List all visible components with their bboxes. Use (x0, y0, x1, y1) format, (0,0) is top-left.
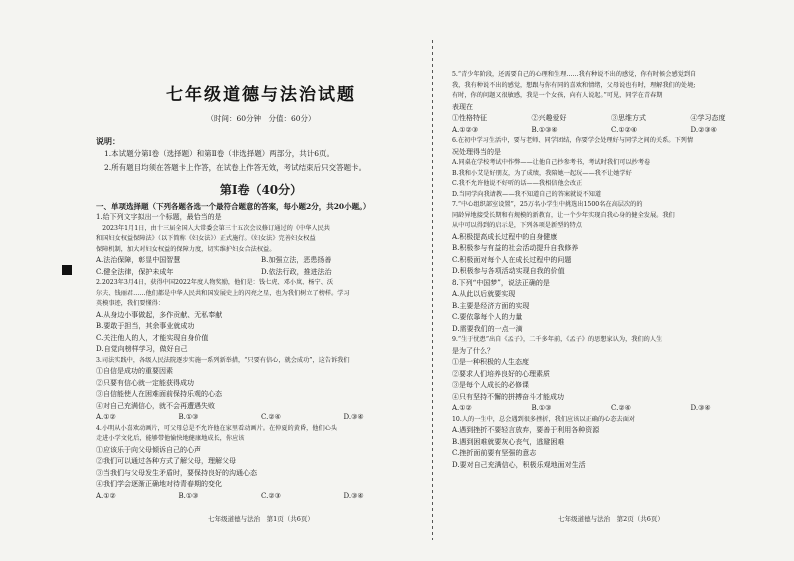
statement: ②兴趣爱好 (531, 114, 567, 122)
option-c: C.关注他人的人，才能实现自身价值 (96, 333, 209, 342)
statement: ②要求人们培养良好的心理素质 (452, 369, 550, 378)
statement: ④我们学会逐渐正确地对待青春期的变化 (96, 480, 222, 488)
question-line: 我，我有种说不出的感觉，想跟与你有同的喜欢和情绪，父母说也有时，理解我们的处境; (452, 81, 696, 89)
option-a: A.积极提高成长过程中的自身健康 (452, 232, 558, 241)
option-a: A.①② (452, 404, 472, 412)
question-line: 表现在 (452, 102, 473, 111)
option-c: C.②③ (261, 491, 281, 500)
question-line: 7.“中心组织部室设置”，25万名小学生中挑选出1500名在高层次的的 (452, 201, 643, 208)
exam-meta: （时间：60分钟 分值：60分） (206, 114, 316, 123)
option-d: D.要对自己充满信心，积极乐观地面对生活 (452, 460, 586, 469)
option-d: D.②③④ (690, 125, 717, 134)
option-d: D.自觉向榜样学习，做好自己 (96, 345, 188, 353)
statement: ①自信是成功的重要因素 (96, 367, 173, 375)
options-row (452, 113, 770, 125)
question-line: 是为了什么？ (452, 346, 494, 355)
question-line: 保障机制，加大对妇女权益的保障力度，切实维护妇女合法权益。 (96, 245, 276, 253)
question-line: 6.在初中学习生活中，要与老师、同学团结，你要学会处理好与同学之间的关系。下列情 (452, 137, 694, 144)
options-row (452, 125, 770, 137)
question-line: 走进小学文化后，能够带他愉快地健康地成长，你应该 (96, 435, 245, 442)
statement: ③是每个人成长的必修课 (452, 381, 529, 389)
question-8 (452, 278, 770, 336)
option-a: A.①② (96, 413, 116, 421)
option-d: D.③④ (343, 413, 364, 421)
option-c: C.健全法律，保护未成年 (96, 267, 174, 276)
question-4 (96, 424, 426, 503)
statement: ①性格特征 (452, 114, 487, 122)
section-title: 第Ⅰ卷（40分） (219, 183, 303, 197)
option-b: B.①③ (178, 413, 199, 421)
option-a: A.①② (96, 491, 116, 500)
question-line: 和国妇女权益保障法》（以下简称《妇女法》）正式施行。《妇女法》完善妇女权益 (96, 235, 316, 242)
statement: ②我们可以通过各种方式了解父母，理解父母 (96, 457, 236, 465)
option-c: C.要依靠每个人的力量 (452, 313, 523, 321)
statement: ③思维方式 (611, 114, 646, 122)
question-line: 尔夫、钱丽君……他们都是中华人民共和国发展史上的闪亮之星，也为我们树立了榜样。学习 (96, 289, 350, 297)
question-10 (452, 415, 770, 472)
option-b: B.主要是经济方面的实现 (452, 301, 530, 310)
question-line: 况处理得当的是 (452, 147, 501, 156)
question-line: 2023年1月1日，由十三届全国人大常委会第三十五次会议修订通过的《中华人民共 (96, 224, 330, 232)
question-9 (452, 335, 770, 415)
statement: ①是一种积极的人生态度 (452, 358, 529, 366)
option-a: A.法治保障，彰显中国智慧 (96, 256, 181, 264)
option-d: D.依法行政，推进法治 (261, 267, 332, 276)
option-b: B.要敢于担当，其余事业就成功 (96, 322, 195, 330)
statement: ①应该乐于向父母倾诉自己的心声 (96, 445, 201, 454)
question-line: 同龄异地接受长期和有规模的新教育，让一个少年实现自我心身的健全发展。我们 (452, 211, 675, 219)
question-1 (96, 212, 426, 278)
question-line: 4.小明从小喜欢动画片，可父母总是不允许他在家里看动画片。在仲夏的黄昏，他们心头 (96, 424, 338, 432)
left-page-footer: 七年级道德与法治 第1页（共6页） (208, 515, 314, 523)
option-d: D.需要我们的一点一滴 (452, 324, 523, 333)
left-page (96, 0, 426, 561)
option-b: B.积极参与有益的社会活动提升自我修养 (452, 244, 579, 252)
right-page-footer: 七年级道德与法治 第2页（共6页） (558, 515, 664, 523)
option-d: D.积极参与各项活动实现自我的价值 (452, 267, 565, 275)
option-c: C.我不允许他说不好听的话——我相信他会改正 (452, 180, 583, 187)
option-a: A.①②③ (452, 125, 479, 134)
question-line: 1.给下列文字拟出一个标题，最恰当的是 (96, 213, 222, 221)
option-a: A.从身边小事做起，多作贡献、无私奉献 (96, 310, 223, 319)
question-line: 9.“生于忧患”出自《孟子》，二千多年前，《孟子》的思想家认为，我们的人生 (452, 336, 663, 343)
question-6 (452, 136, 770, 200)
options-row (96, 412, 426, 424)
option-a: A.同桌在学校考试中作弊——让他自己抄参考书，考试时我们可以抄考卷 (452, 159, 651, 166)
option-b: B.我和小艾是好朋友，为了成绩，我陪她一起玩——我不让她学好 (452, 169, 632, 177)
option-c: C.①②④ (611, 125, 638, 134)
option-c: C.挫折面前要有坚强的意志 (452, 449, 537, 457)
options-row (96, 267, 426, 279)
options-row (452, 403, 770, 415)
question-line: 英模事迹，我们要懂得： (96, 300, 165, 307)
statement: ④学习态度 (690, 114, 726, 122)
option-b: B.①③ (178, 491, 199, 500)
question-line: 5.“青少年阶段，还需要自己的心理和生理……我有种说不出的感觉，你有时候会感觉到自 (452, 71, 697, 78)
options-row (96, 255, 426, 267)
notes-heading: 说明： (96, 136, 120, 146)
question-line: 8.下列“中国梦”，说法正确的是 (452, 278, 550, 287)
right-page (452, 0, 770, 561)
option-a: A.遇到挫折不要轻言放弃，要善于利用各种资源 (452, 426, 600, 434)
note-2: 2.所有题目均须在答题卡上作答，在试卷上作答无效，考试结束后只交答题卡。 (104, 163, 367, 172)
statement: ④对自己充满信心，就不会再遭遇失败 (96, 401, 215, 410)
question-5 (452, 70, 770, 136)
option-b: B.①③ (531, 404, 552, 412)
option-c: C.②④ (261, 413, 281, 421)
option-b: B.遇到困难就要灰心丧气，逃避困难 (452, 437, 565, 446)
question-line: 10.人的一生中，总会遇到很多挫折，我们应该以正确的心态去面对 (452, 415, 636, 423)
question-line: 2.2023年3月4日，获得中国2022年度人物奖励，他们是：钱七虎、邓小岚、杨宁、沃 (96, 279, 334, 286)
binding-mark (62, 265, 72, 275)
option-d: D.③④ (343, 491, 364, 500)
statement: ③当我们与父母发生矛盾时，要保持良好的沟通心态 (96, 468, 257, 477)
question-2 (96, 278, 426, 356)
question-line: 有时，你的问题又很敏感，我是一个女孩，向有人说起。”可见，同学在青春期 (452, 92, 663, 99)
question-line: 从中可以得到的启示是，下列各项是新型的特点 (452, 222, 582, 229)
part-heading: 一、单项选择题（下列各题各选一个最符合题意的答案，每小题2分，共20小题。） (96, 202, 371, 211)
option-c: C.②④ (611, 404, 631, 412)
option-c: C.积极面对每个人在成长过程中的问题 (452, 255, 572, 264)
option-d: D.当同学向我请教——我不知道自己的答案就说不知道 (452, 190, 602, 198)
statement: ④只有坚持不懈的拼搏奋斗才能成功 (452, 392, 564, 401)
page-fold-line (432, 40, 433, 540)
exam-title: 七年级道德与法治试题 (166, 85, 356, 105)
statement: ③自信能使人在困难面前保持乐观的心态 (96, 390, 222, 398)
note-1: 1.本试题分第Ⅰ卷（选择题）和第Ⅱ卷（非选择题）两部分，共计6页。 (104, 149, 334, 158)
question-7 (452, 200, 770, 278)
question-line: 3.司法实践中，各级人民法院逐步实施一系列新举措，“只要有信心，就会成功”，这告诉我们 (96, 356, 350, 364)
options-row (96, 491, 426, 503)
statement: ②只要有信心就一定能获得成功 (96, 378, 194, 387)
option-d: D.③④ (690, 404, 711, 412)
option-a: A.从此以后就要实现 (452, 290, 516, 298)
option-b: B.加强立法，恶患扬善 (261, 256, 332, 264)
question-3 (96, 356, 426, 424)
option-b: B.①③④ (531, 125, 558, 134)
